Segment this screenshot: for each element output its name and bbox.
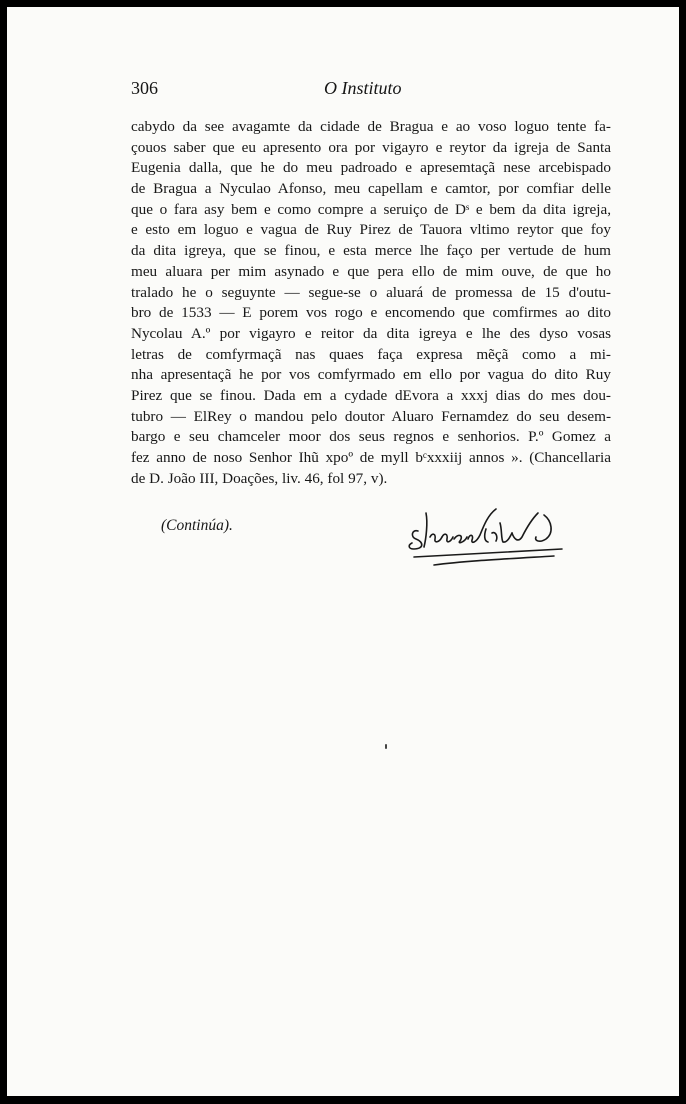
- running-title: O Instituto: [324, 78, 402, 98]
- text-line: da dita igreya, que se finou, e esta merce lhe faço per vertude de hum: [131, 242, 611, 260]
- text-line: fez anno de noso Senhor Ihũ xpoº de myll bᶜxxxiij annos ». (Chancellaria: [131, 449, 611, 466]
- text-line: que o fara asy bem e como compre a seruiço de Dˢ e bem da dita igreja,: [131, 200, 611, 218]
- text-line: bro de 1533 — E porem vos rogo e encomendo que comfirmes ao dito: [131, 304, 611, 322]
- page-number: 306: [131, 78, 158, 98]
- text-line: de Bragua a Nyculao Afonso, meu capellam e camtor, por comfiar delle: [131, 180, 611, 198]
- page-header: [131, 78, 611, 106]
- text-line: tralado he o seguynte — segue-se o aluará de promessa de 15 d'outu-: [131, 283, 611, 301]
- text-line: bargo e seu chamceler moor dos seus regnos e senhorios. P.º Gomez a: [131, 428, 611, 446]
- text-line: letras de comfyrmaçã nas quaes faça expresa mẽçã como a mi-: [131, 345, 611, 363]
- continued-note: (Continúa).: [161, 517, 233, 534]
- text-line: meu aluara per mim asynado e que pera ello de mim ouve, de que ho: [131, 262, 611, 280]
- text-line: Eugenia dalla, que he do meu padroado e apresemtaçã nese arcebispado: [131, 159, 611, 177]
- text-line: nha apresentaçã he por vos comfyrmado em ello por vagua do dito Ruy: [131, 366, 611, 384]
- paper-speck: [385, 744, 387, 749]
- text-line: çouos saber que eu apresento ora por vigayro e reytor da igreja de Santa: [131, 138, 611, 156]
- text-line: Pirez que se finou. Dada em a cydade dEvora a xxxj dias do mes dou-: [131, 386, 611, 404]
- handwritten-signature: [404, 499, 574, 579]
- body-text: [131, 117, 611, 489]
- document-page: [7, 7, 679, 1096]
- text-line: e esto em loguo e vagua de Ruy Pirez de Tauora vltimo reytor que foy: [131, 221, 611, 239]
- text-line: Nycolau A.º por vigayro e reitor da dita igreya e lhe des dyso vosas: [131, 324, 611, 342]
- text-line: de D. João III, Doações, liv. 46, fol 97, v).: [131, 469, 388, 487]
- text-line: cabydo da see avagamte da cidade de Bragua e ao voso loguo tente fa-: [131, 118, 611, 135]
- text-line: tubro — ElRey o mandou pelo doutor Aluaro Fernamdez do seu desem-: [131, 407, 611, 425]
